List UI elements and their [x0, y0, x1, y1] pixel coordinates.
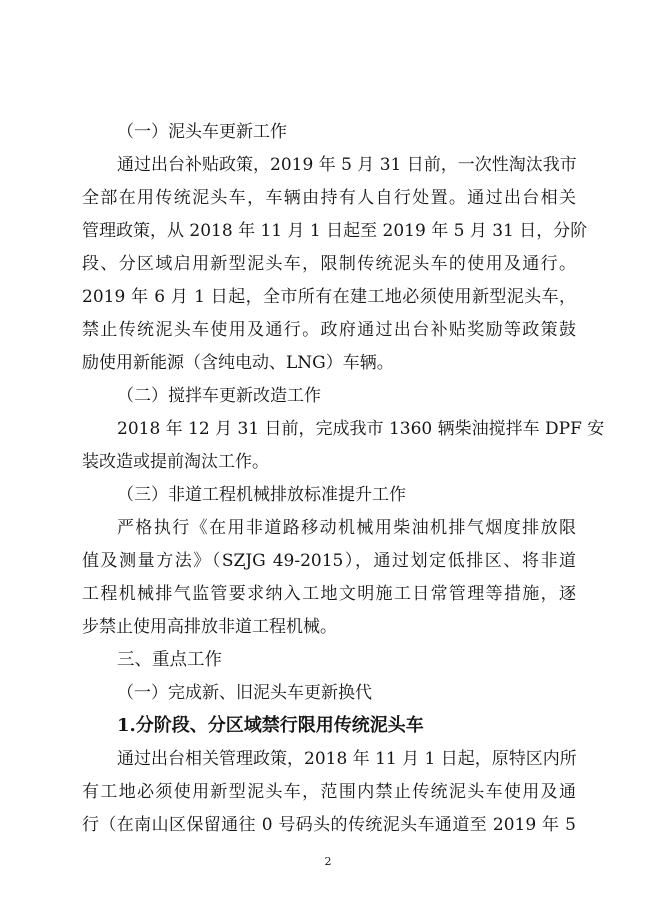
paragraph-line: 有工地必须使用新型泥头车，范围内禁止传统泥头车使用及通 — [82, 782, 576, 802]
paragraph-line: 禁止传统泥头车使用及通行。政府通过出台补贴奖励等政策鼓 — [82, 320, 576, 340]
bold-heading-phased-ban: 1.分阶段、分区域禁行限用传统泥头车 — [117, 715, 424, 736]
paragraph-line: 通过出台相关管理政策，2018 年 11 月 1 日起，原特区内所 — [117, 749, 577, 769]
paragraph-line: 通过出台补贴政策，2019 年 5 月 31 日前，一次性淘汰我市 — [117, 155, 577, 175]
paragraph-line: 值及测量方法》（SZJG 49-2015），通过划定低排区、将非道 — [82, 551, 576, 571]
paragraph-line: 管理政策，从 2018 年 11 月 1 日起至 2019 年 5 月 31 日，分阶 — [82, 221, 588, 241]
paragraph-line: 全部在用传统泥头车，车辆由持有人自行处置。通过出台相关 — [82, 188, 576, 208]
paragraph-line: 励使用新能源（含纯电动、LNG）车辆。 — [82, 353, 394, 373]
paragraph-line: 段、分区域启用新型泥头车，限制传统泥头车的使用及通行。 — [82, 254, 576, 274]
section-heading-key-work: 三、重点工作 — [117, 650, 222, 670]
paragraph-line: 行（在南山区保留通往 0 号码头的传统泥头车通道至 2019 年 5 — [82, 815, 576, 835]
page-number: 2 — [324, 855, 332, 868]
subheading-mixer-truck: （二）搅拌车更新改造工作 — [117, 386, 321, 406]
paragraph-line: 严格执行《在用非道路移动机械用柴油机排气烟度排放限 — [117, 518, 576, 538]
paragraph-line: 2019 年 6 月 1 日起，全市所有在建工地必须使用新型泥头车， — [82, 287, 576, 307]
paragraph-line: 工程机械排气监管要求纳入工地文明施工日常管理等措施，逐 — [82, 584, 576, 604]
subheading-replace-trucks: （一）完成新、旧泥头车更新换代 — [117, 683, 372, 703]
subheading-machinery: （三）非道工程机械排放标准提升工作 — [117, 485, 406, 505]
paragraph-line: 步禁止使用高排放非道工程机械。 — [82, 617, 337, 637]
paragraph-line: 2018 年 12 月 31 日前，完成我市 1360 辆柴油搅拌车 DPF 安 — [117, 419, 605, 439]
subheading-mud-truck-update: （一）泥头车更新工作 — [117, 122, 287, 142]
paragraph-line: 装改造或提前淘汰工作。 — [82, 452, 269, 472]
